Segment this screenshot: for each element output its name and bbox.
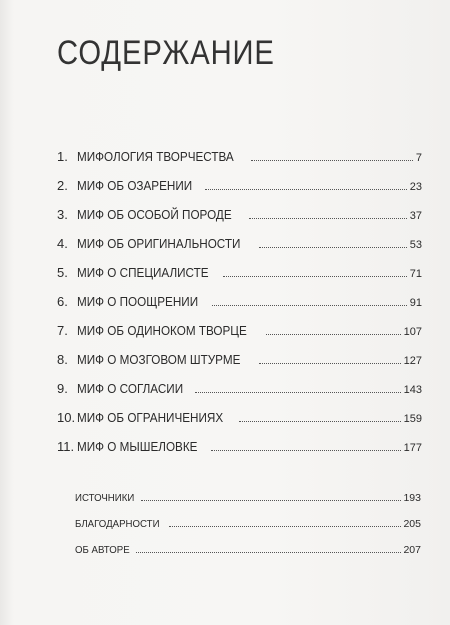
toc-entry-page: 7 xyxy=(415,152,422,164)
dot-leader xyxy=(212,305,407,306)
toc-entry xyxy=(57,262,422,280)
back-matter-entry xyxy=(75,542,421,556)
toc-entry-title: МИФ О СПЕЦИАЛИСТЕ xyxy=(77,265,209,280)
toc-entry-title: МИФ ОБ ОСОБОЙ ПОРОДЕ xyxy=(77,207,232,222)
back-matter-title: БЛАГОДАРНОСТИ xyxy=(75,518,160,530)
toc-entry-number: 3. xyxy=(57,207,68,222)
toc-entry-page: 143 xyxy=(403,384,422,396)
dot-leader xyxy=(211,450,401,451)
back-matter-page: 205 xyxy=(403,518,421,530)
back-matter-title: ОБ АВТОРЕ xyxy=(75,544,130,556)
toc-entry xyxy=(57,349,422,367)
toc-entry-number: 10. xyxy=(57,410,76,425)
back-matter-title: ИСТОЧНИКИ xyxy=(75,492,135,504)
dot-leader xyxy=(205,189,407,190)
toc-entry-page: 127 xyxy=(403,355,422,367)
dot-leader xyxy=(169,526,402,527)
dot-leader xyxy=(195,392,401,393)
toc-entry-title: МИФ ОБ ОРИГИНАЛЬНОСТИ xyxy=(77,236,241,251)
toc-entry-page: 53 xyxy=(409,239,422,251)
toc-entry-title: МИФ ОБ ОДИНОКОМ ТВОРЦЕ xyxy=(77,323,247,338)
toc-entry-title: МИФОЛОГИЯ ТВОРЧЕСТВА xyxy=(77,149,234,164)
toc-entry xyxy=(57,233,422,251)
toc-entry-number: 8. xyxy=(57,352,68,367)
dot-leader xyxy=(141,500,401,501)
toc-entry-page: 177 xyxy=(403,442,422,454)
toc-entry-number: 4. xyxy=(57,236,68,251)
dot-leader xyxy=(251,160,413,161)
toc-entry-title: МИФ О МОЗГОВОМ ШТУРМЕ xyxy=(77,352,241,367)
toc-entry-number: 5. xyxy=(57,265,68,280)
toc-entry-title: МИФ ОБ ОЗАРЕНИИ xyxy=(77,178,193,193)
back-matter-entry xyxy=(75,490,421,504)
toc-entry-title: МИФ О МЫШЕЛОВКЕ xyxy=(77,439,198,454)
toc-entry-number: 6. xyxy=(57,294,68,309)
dot-leader xyxy=(259,247,407,248)
toc-entry xyxy=(57,320,422,338)
page-title: СОДЕРЖАНИЕ xyxy=(57,34,275,72)
back-matter-page: 207 xyxy=(403,544,421,556)
back-matter-entry xyxy=(75,516,421,530)
toc-entry-page: 23 xyxy=(409,181,422,193)
back-matter-page: 193 xyxy=(403,492,421,504)
dot-leader xyxy=(266,334,401,335)
toc-entry-number: 7. xyxy=(57,323,68,338)
toc-entry-title: МИФ ОБ ОГРАНИЧЕНИЯХ xyxy=(77,410,224,425)
toc-entry-title: МИФ О СОГЛАСИИ xyxy=(77,381,184,396)
toc-entry-page: 107 xyxy=(403,326,422,338)
toc-entry xyxy=(57,436,422,454)
toc-entry-page: 71 xyxy=(409,268,422,280)
dot-leader xyxy=(223,276,407,277)
toc-entry-number: 1. xyxy=(57,149,68,164)
toc-entry xyxy=(57,407,422,425)
toc-entry-page: 159 xyxy=(403,413,422,425)
toc-entry xyxy=(57,175,422,193)
toc-entry-number: 11. xyxy=(57,439,75,454)
toc-entry xyxy=(57,204,422,222)
toc-entry xyxy=(57,378,422,396)
toc-entry-title: МИФ О ПООЩРЕНИИ xyxy=(77,294,199,309)
dot-leader xyxy=(239,421,400,422)
dot-leader xyxy=(249,218,407,219)
toc-entry-number: 9. xyxy=(57,381,68,396)
dot-leader xyxy=(259,363,401,364)
toc-entry-number: 2. xyxy=(57,178,68,193)
dot-leader xyxy=(136,552,401,553)
toc-entry xyxy=(57,291,422,309)
toc-entry-page: 91 xyxy=(409,297,422,309)
toc-entry-page: 37 xyxy=(409,210,422,222)
toc-entry xyxy=(57,146,422,164)
